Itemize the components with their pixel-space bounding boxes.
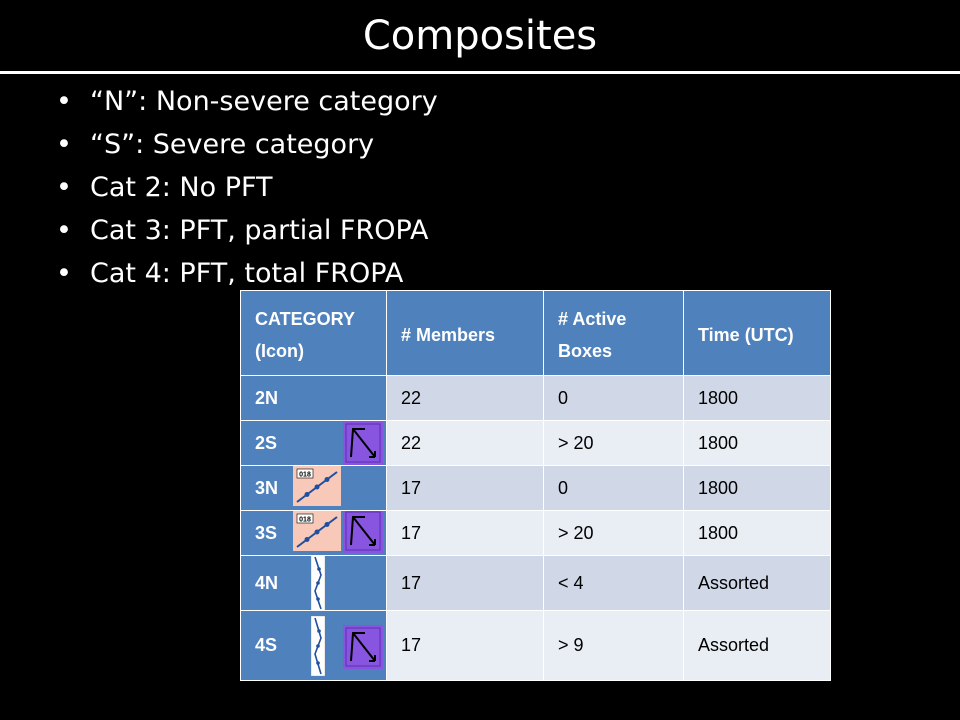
members-cell: 17 [387,611,544,681]
bullet-list [56,80,438,295]
severe-box-icon [343,625,383,669]
header-members: # Members [387,291,544,376]
slide-title: Composites [362,13,598,59]
table-row [241,611,831,681]
members-cell: 17 [387,466,544,511]
category-cell [241,611,387,681]
bullet-text: Cat 2: No PFT [90,172,273,203]
members-cell: 22 [387,421,544,466]
time-cell: 1800 [684,421,831,466]
bullet-item [56,166,438,209]
time-cell: Assorted [684,611,831,681]
table-row [241,376,831,421]
total-front-icon [311,556,325,611]
time-cell: 1800 [684,511,831,556]
bullet-dot: • [56,86,72,117]
category-label: 4S [255,635,278,655]
time-cell: Assorted [684,556,831,611]
bullet-item [56,209,438,252]
total-front-icon [311,616,325,676]
members-cell: 17 [387,556,544,611]
icon-front-label: 018 [299,516,311,524]
active-boxes-cell: < 4 [544,556,684,611]
category-label: 4N [255,572,279,593]
active-boxes-cell: > 9 [544,611,684,681]
bullet-dot: • [56,215,72,246]
bullet-dot: • [56,129,72,160]
category-label: 3N [255,477,279,498]
active-boxes-cell: 0 [544,376,684,421]
time-cell: 1800 [684,466,831,511]
category-cell [241,556,387,611]
bullet-text: “S”: Severe category [90,129,375,160]
table-header-row [241,291,831,376]
bullet-text: “N”: Non-severe category [90,86,438,117]
category-cell [241,466,387,511]
table-row [241,466,831,511]
active-boxes-cell: > 20 [544,421,684,466]
category-label: 2S [255,432,278,453]
bullet-text: Cat 3: PFT, partial FROPA [90,215,429,246]
header-time: Time (UTC) [684,291,831,376]
severe-box-icon [343,511,383,554]
category-label: 2N [255,387,279,408]
category-cell [241,376,387,421]
members-cell: 17 [387,511,544,556]
bullet-item [56,123,438,166]
active-boxes-cell: 0 [544,466,684,511]
partial-front-icon [293,466,341,506]
partial-front-icon [293,511,341,551]
bullet-item [56,252,438,295]
category-cell [241,421,387,466]
active-boxes-cell: > 20 [544,511,684,556]
table-row [241,511,831,556]
table-row [241,556,831,611]
members-cell: 22 [387,376,544,421]
table-row [241,421,831,466]
time-cell: 1800 [684,376,831,421]
category-label: 3S [255,522,278,543]
bullet-dot: • [56,258,72,289]
bullet-dot: • [56,172,72,203]
title-divider [0,71,960,74]
bullet-text: Cat 4: PFT, total FROPA [90,258,404,289]
composites-table [240,290,831,681]
header-category: CATEGORY (Icon) [241,291,387,376]
bullet-item [56,80,438,123]
header-active-boxes: # Active Boxes [544,291,684,376]
icon-front-label: 018 [299,471,311,479]
severe-box-icon [343,421,383,465]
category-cell [241,511,387,556]
